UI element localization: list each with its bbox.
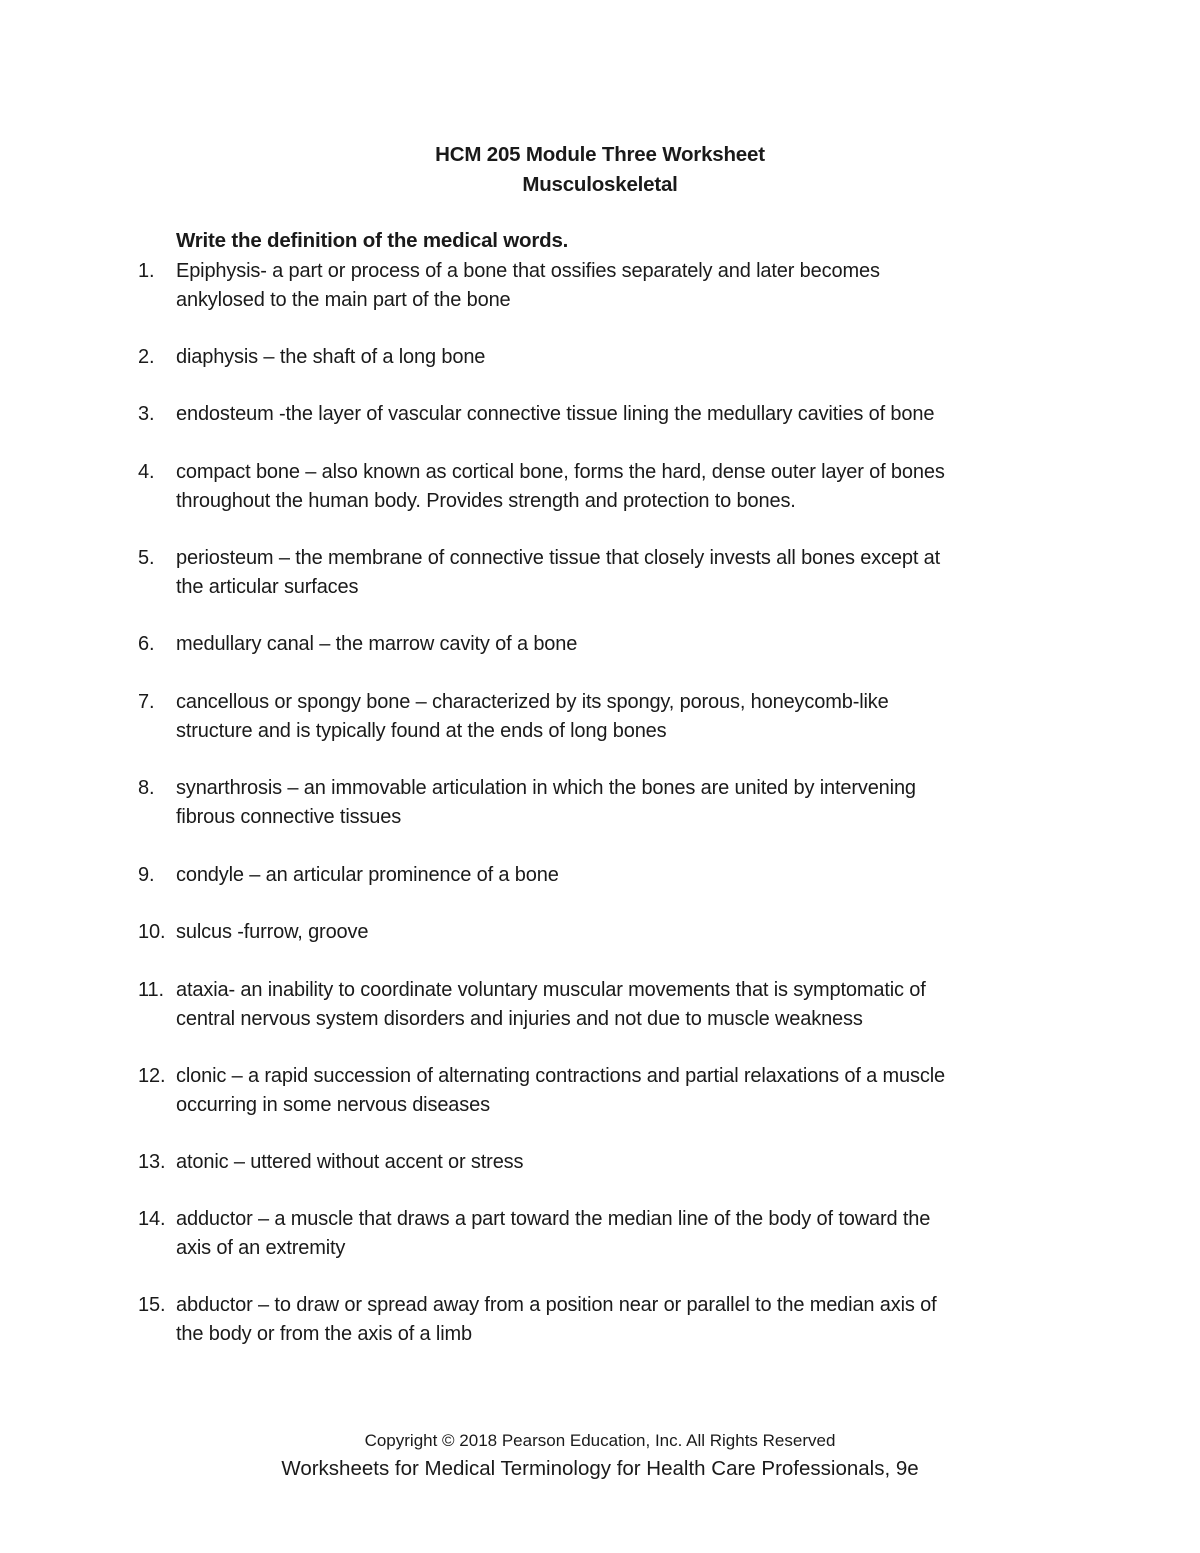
item-text (176, 1291, 1056, 1348)
item-line: ankylosed to the main part of the bone (176, 288, 511, 311)
item-number: 7. (138, 691, 155, 713)
item-number: 9. (138, 864, 155, 886)
item-line: structure and is typically found at the ends of long bones (176, 719, 667, 742)
item-line: throughout the human body. Provides strength and protection to bones. (176, 489, 796, 512)
item-line: sulcus -furrow, groove (176, 921, 369, 943)
page-subtitle: Musculoskeletal (522, 173, 678, 196)
item-text (176, 1205, 1056, 1262)
item-text (176, 458, 1056, 515)
item-line: compact bone – also known as cortical bone, forms the hard, dense outer layer of bones (176, 461, 945, 483)
item-line: the articular surfaces (176, 575, 359, 598)
item-line: occurring in some nervous diseases (176, 1093, 490, 1116)
book-title: Worksheets for Medical Terminology for Health Care Professionals, 9e (281, 1457, 919, 1480)
item-line: condyle – an articular prominence of a bone (176, 864, 559, 886)
item-number: 2. (138, 346, 155, 368)
item-line: adductor – a muscle that draws a part toward the median line of the body of toward the (176, 1208, 931, 1230)
item-line: cancellous or spongy bone – characterized by its spongy, porous, honeycomb-like (176, 691, 889, 713)
item-line: endosteum -the layer of vascular connective tissue lining the medullary cavities of bone (176, 403, 935, 425)
item-line: the body or from the axis of a limb (176, 1322, 473, 1345)
item-number: 13. (138, 1151, 166, 1173)
item-text (176, 400, 1056, 429)
item-text (176, 918, 1056, 947)
item-line: diaphysis – the shaft of a long bone (176, 346, 486, 368)
instruction-heading: Write the definition of the medical words. (176, 229, 569, 252)
item-line: clonic – a rapid succession of alternating contractions and partial relaxations of a muscle (176, 1065, 945, 1087)
item-number: 4. (138, 461, 155, 483)
page-title: HCM 205 Module Three Worksheet (435, 143, 765, 166)
item-line: abductor – to draw or spread away from a position near or parallel to the median axis of (176, 1294, 937, 1316)
item-number: 8. (138, 777, 155, 799)
item-number: 3. (138, 403, 155, 425)
item-line: axis of an extremity (176, 1236, 346, 1259)
item-number: 6. (138, 633, 155, 655)
item-line: central nervous system disorders and injuries and not due to muscle weakness (176, 1007, 863, 1030)
item-number: 5. (138, 547, 155, 569)
item-line: Epiphysis- a part or process of a bone that ossifies separately and later becomes (176, 260, 880, 282)
copyright-notice: Copyright © 2018 Pearson Education, Inc. All Rights Reserved (364, 1431, 836, 1450)
item-line: fibrous connective tissues (176, 805, 402, 828)
item-line: atonic – uttered without accent or stress (176, 1151, 524, 1173)
item-text (176, 774, 1056, 831)
item-number: 1. (138, 260, 155, 282)
item-line: synarthrosis – an immovable articulation in which the bones are united by intervening (176, 777, 916, 799)
item-line: ataxia- an inability to coordinate voluntary muscular movements that is symptomatic of (176, 979, 926, 1001)
item-text (176, 544, 1056, 601)
item-number: 14. (138, 1208, 166, 1230)
item-number: 11. (138, 979, 164, 1001)
item-number: 12. (138, 1065, 166, 1087)
item-text (176, 630, 1056, 659)
item-text (176, 1148, 1056, 1177)
item-line: periosteum – the membrane of connective tissue that closely invests all bones except at (176, 547, 941, 569)
item-text (176, 343, 1056, 372)
item-text (176, 688, 1056, 745)
title-block (0, 140, 1200, 200)
item-text (176, 976, 1056, 1033)
item-number: 15. (138, 1294, 166, 1316)
item-text (176, 1062, 1056, 1119)
item-text (176, 861, 1056, 890)
item-text (176, 257, 1056, 314)
item-line: medullary canal – the marrow cavity of a bone (176, 633, 578, 655)
item-number: 10. (138, 921, 166, 943)
